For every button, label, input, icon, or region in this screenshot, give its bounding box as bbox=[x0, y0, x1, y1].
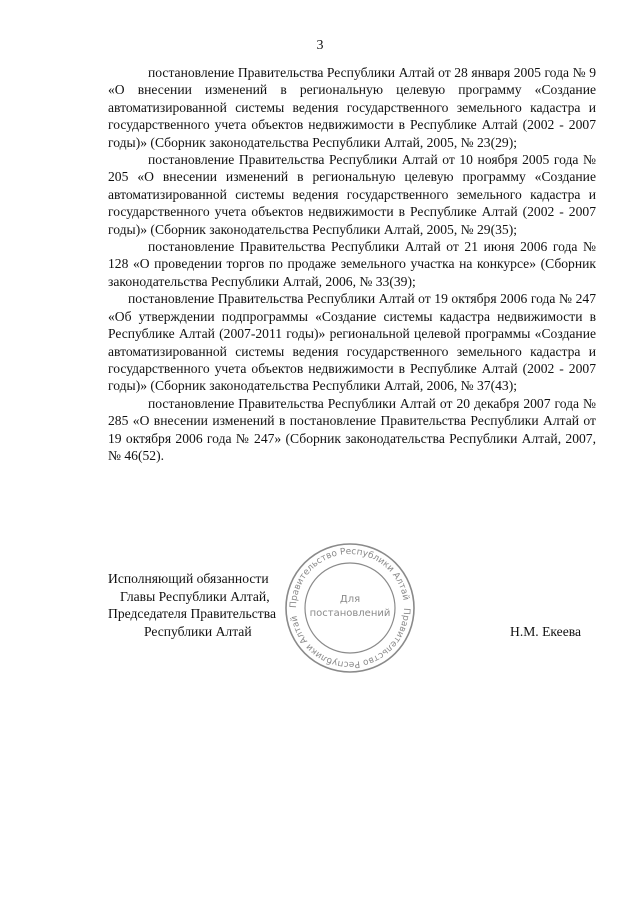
page-number: 3 bbox=[316, 38, 324, 53]
paragraph-resolution-2005-205: постановление Правительства Республики Алтай от 10 ноября 2005 года № 205 «О внесении изменений в региональную целевую программу «Создание автоматизированной системы ведения государственного земельного кадастра и государственного учета объектов недвижимости в Республике Алтай (2002 - 2007 годы)» (Сборник законодательства Республики Алтай, 2005, № 29(35); bbox=[108, 152, 596, 237]
official-stamp bbox=[282, 540, 418, 676]
document-body bbox=[108, 64, 596, 464]
signatory-position-line: Председателя Правительства bbox=[108, 606, 276, 622]
paragraph-resolution-2006-247: постановление Правительства Республики Алтай от 19 октября 2006 года № 247 «Об утверждении подпрограммы «Создание системы кадастра недвижимости в Республике Алтай (2007-2011 годы)» региональной целевой программы «Создание автоматизированной системы ведения государственного земельного кадастра и государственного учета объектов недвижимости в Республике Алтай (2002 - 2007 годы)» (Сборник законодательства Республики Алтай, 2006, № 37(43); bbox=[108, 291, 596, 394]
stamp-center-text-2: постановлений bbox=[309, 608, 391, 619]
signatory-position bbox=[108, 570, 276, 640]
signatory-position-line: Исполняющий обязанности bbox=[108, 571, 269, 586]
stamp-center-text-1: Для bbox=[339, 594, 361, 605]
stamp-ring-text-top: Правительство Республики Алтай bbox=[288, 546, 411, 609]
paragraph-resolution-2007-285: постановление Правительства Республики Алтай от 20 декабря 2007 года № 285 «О внесении изменений в постановление Правительства Республики Алтай от 19 октября 2006 года № 247» (Сборник законодательства Республики Алтай, 2007, № 46(52). bbox=[108, 395, 596, 463]
paragraph-resolution-2006-128: постановление Правительства Республики Алтай от 21 июня 2006 года № 128 «О проведении торгов по продаже земельного участка на конкурсе» (Сборник законодательства Республики Алтай, 2006, № 33(39); bbox=[108, 239, 596, 289]
paragraph-resolution-2005-9: постановление Правительства Республики Алтай от 28 января 2005 года № 9 «О внесении изменений в региональную целевую программу «Создание автоматизированной системы ведения государственного земельного кадастра и государственного учета объектов недвижимости в Республике Алтай (2002 - 2007 годы)» (Сборник законодательства Республики Алтай, 2005, № 23(29); bbox=[108, 65, 596, 150]
signatory-position-line: Республики Алтай bbox=[144, 623, 252, 639]
signatory-name: Н.М. Екеева bbox=[510, 624, 582, 639]
stamp-ring-text-bottom: Правительство Республики Алтай bbox=[289, 607, 412, 670]
signatory-position-line: Главы Республики Алтай, bbox=[120, 588, 270, 604]
